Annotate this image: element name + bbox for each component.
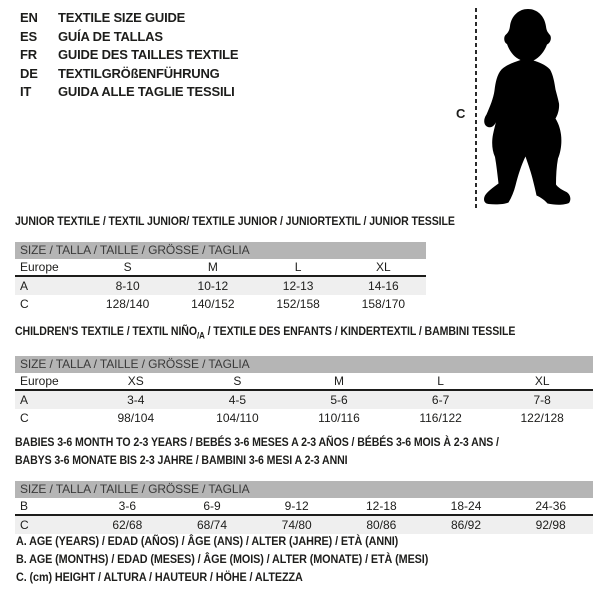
language-code: EN bbox=[20, 10, 38, 25]
size-cell: 8-10 bbox=[115, 279, 140, 293]
row-label: A bbox=[20, 279, 29, 293]
size-cell: 68/74 bbox=[196, 518, 228, 533]
size-cell: 110/116 bbox=[318, 411, 360, 426]
row-label: A bbox=[20, 393, 29, 408]
size-cell: 122/128 bbox=[520, 411, 564, 426]
table-row bbox=[15, 391, 593, 409]
size-cell: 62/68 bbox=[112, 518, 143, 533]
guide-title: GUÍA DE TALLAS bbox=[58, 28, 163, 44]
size-cell: 98/104 bbox=[117, 411, 155, 426]
language-code: IT bbox=[20, 84, 32, 99]
table-row bbox=[15, 295, 426, 313]
language-entry bbox=[20, 83, 238, 102]
table-title-segment: CHILDREN'S TEXTILE / TEXTIL NIÑO bbox=[15, 324, 197, 338]
row-label: C bbox=[20, 411, 29, 426]
footnote-line: C. (cm) HEIGHT / ALTURA / HAUTEUR / HÖHE / ALTEZZA bbox=[16, 570, 303, 584]
table-row bbox=[15, 498, 593, 516]
height-measure-label: C bbox=[456, 106, 466, 121]
size-cell: M bbox=[207, 260, 218, 274]
table-row bbox=[15, 373, 593, 391]
size-cell: S bbox=[233, 374, 242, 389]
guide-title: TEXTILGRÖßENFÜHRUNG bbox=[58, 65, 220, 81]
guide-title: GUIDA ALLE TAGLIE TESSILI bbox=[58, 84, 235, 99]
size-cell: 116/122 bbox=[419, 411, 462, 426]
size-cell: 24-36 bbox=[535, 499, 567, 514]
size-header-bar: SIZE / TALLA / TAILLE / GRÖSSE / TAGLIA bbox=[15, 481, 593, 498]
size-cell: 86/92 bbox=[451, 518, 482, 533]
language-entry bbox=[20, 28, 238, 47]
size-cell: 80/86 bbox=[366, 518, 397, 533]
size-cell: 74/80 bbox=[281, 518, 312, 533]
language-entry bbox=[20, 65, 238, 84]
table-row bbox=[15, 277, 426, 295]
size-cell: 4-5 bbox=[228, 393, 247, 408]
table-row bbox=[15, 259, 426, 277]
size-cell: 10-12 bbox=[197, 279, 229, 293]
size-cell: XS bbox=[127, 374, 144, 389]
size-cell: 9-12 bbox=[284, 499, 309, 514]
row-label: C bbox=[20, 297, 29, 311]
table-title-segment: BABYS 3-6 MONATE BIS 2-3 JAHRE / BAMBINI 3-6 MESI A 2-3 ANNI bbox=[15, 453, 348, 468]
row-label: Europe bbox=[20, 260, 59, 274]
language-entry bbox=[20, 46, 238, 65]
size-cell: 128/140 bbox=[105, 297, 150, 311]
size-cell: 12-13 bbox=[282, 279, 314, 293]
size-table-section bbox=[15, 212, 593, 313]
size-table-section bbox=[15, 322, 593, 427]
size-cell: L bbox=[437, 374, 444, 389]
guide-title: TEXTILE SIZE GUIDE bbox=[58, 10, 186, 25]
size-cell: 6-9 bbox=[203, 499, 221, 514]
footnote-line: A. AGE (YEARS) / EDAD (AÑOS) / ÂGE (ANS) / ALTER (JAHRE) / ETÀ (ANNI) bbox=[16, 534, 399, 548]
table-title bbox=[15, 212, 524, 230]
size-cell: 152/158 bbox=[276, 297, 320, 311]
size-cell: M bbox=[333, 374, 344, 389]
footnotes-list bbox=[16, 532, 474, 586]
size-header-bar: SIZE / TALLA / TAILLE / GRÖSSE / TAGLIA bbox=[15, 356, 593, 373]
size-cell: 14-16 bbox=[368, 279, 399, 293]
size-cell: 104/110 bbox=[216, 411, 259, 426]
size-cell: 18-24 bbox=[450, 499, 482, 514]
language-code: DE bbox=[20, 65, 38, 81]
toddler-silhouette-icon bbox=[482, 7, 574, 209]
size-cell: 158/170 bbox=[361, 297, 406, 311]
table-row bbox=[15, 409, 593, 427]
row-label: C bbox=[20, 518, 29, 533]
row-label: Europe bbox=[20, 374, 59, 389]
size-cell: 3-6 bbox=[118, 499, 136, 514]
tables-region bbox=[15, 212, 593, 534]
language-entry bbox=[20, 9, 238, 28]
size-table-section bbox=[15, 433, 593, 534]
size-cell: S bbox=[123, 260, 132, 274]
height-measure-dashed-line bbox=[475, 8, 477, 209]
size-header-bar: SIZE / TALLA / TAILLE / GRÖSSE / TAGLIA bbox=[15, 242, 426, 259]
size-cell: L bbox=[294, 260, 302, 274]
table-title-segment: BABIES 3-6 MONTH TO 2-3 YEARS / BEBÉS 3-6 MESES A 2-3 AÑOS / BÉBÉS 3-6 MOIS À 2-3 ANS / bbox=[15, 435, 499, 450]
language-code: ES bbox=[20, 28, 37, 44]
row-label: B bbox=[20, 499, 29, 514]
footnote-line: B. AGE (MONTHS) / EDAD (MESES) / ÂGE (MOIS) / ALTER (MONATE) / ETÀ (MESI) bbox=[16, 552, 429, 566]
table-title bbox=[15, 433, 524, 469]
size-cell: XL bbox=[534, 374, 550, 389]
table-title bbox=[15, 322, 524, 344]
language-code: FR bbox=[20, 47, 37, 62]
guide-title: GUIDE DES TAILLES TEXTILE bbox=[58, 47, 239, 62]
size-cell: 5-6 bbox=[330, 393, 348, 408]
language-title-list bbox=[20, 9, 238, 102]
table-title-segment: /A bbox=[196, 330, 205, 341]
size-cell: 92/98 bbox=[535, 518, 566, 533]
size-cell: 6-7 bbox=[431, 393, 450, 408]
size-cell: 140/152 bbox=[191, 297, 235, 311]
size-cell: 7-8 bbox=[533, 393, 551, 408]
size-cell: 12-18 bbox=[366, 499, 397, 514]
size-cell: 3-4 bbox=[127, 393, 145, 408]
table-title-segment: JUNIOR TEXTILE / TEXTIL JUNIOR/ TEXTILE JUNIOR / JUNIORTEXTIL / JUNIOR TESSILE bbox=[15, 214, 455, 228]
size-cell: XL bbox=[376, 260, 391, 274]
table-title-segment: / TEXTILE DES ENFANTS / KINDERTEXTIL / BAMBINI TESSILE bbox=[204, 324, 516, 338]
